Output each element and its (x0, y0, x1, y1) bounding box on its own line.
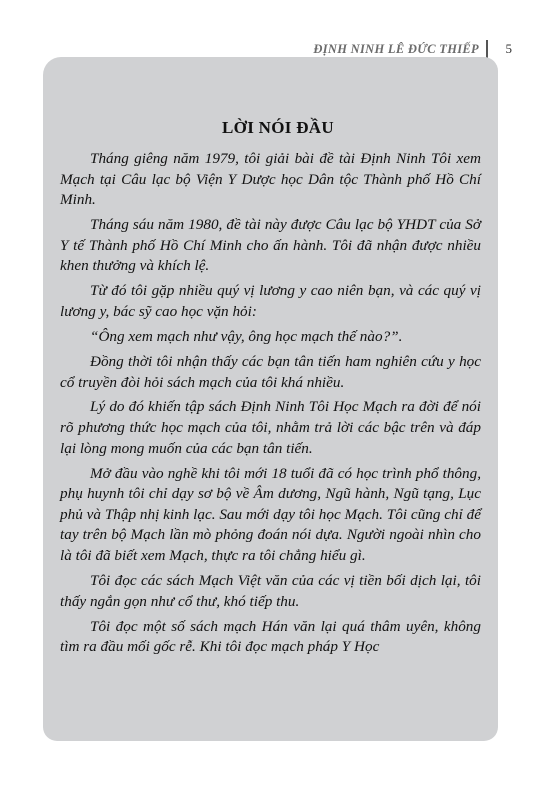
body-text (60, 149, 481, 662)
paragraph: Đồng thời tôi nhận thấy các bạn tân tiến ham nghiên cứu y học cổ truyền đòi hỏi sách mạch của tôi khá nhiều. (60, 352, 481, 391)
paragraph: Tôi đọc các sách Mạch Việt văn của các vị tiền bối dịch lại, tôi thấy ngắn gọn như cổ thư, khó tiếp thu. (60, 572, 481, 610)
paragraph: Tôi đọc một số sách mạch Hán văn lại quá thâm uyên, không tìm ra đầu mối gốc rễ. Khi tôi đọc mạch pháp Y Học (60, 617, 481, 656)
paragraph: Mở đầu vào nghề khi tôi mới 18 tuổi đã có học trình phổ thông, phụ huynh tôi chỉ dạy sơ bộ về Âm dương, Ngũ hành, Ngũ tạng, Lục phủ và Thập nhị kinh lạc. Sau mới dạy tôi học Mạch. Tôi cũng chỉ để tay trên bộ Mạch lần mò phỏng đoán nói dựa. Người ngoài nhìn cho là tôi đã biết xem Mạch, thực ra tôi chẳng hiểu gì. (60, 464, 481, 565)
page-number: 5 (505, 41, 512, 56)
paragraph: “Ông xem mạch như vậy, ông học mạch thế nào?”. (90, 327, 403, 345)
paragraph: Từ đó tôi gặp nhiều quý vị lương y cao niên bạn, và các quý vị lương y, bác sỹ cao học vặn hỏi: (60, 282, 481, 320)
paragraph: Tháng sáu năm 1980, đề tài này được Câu lạc bộ YHDT của Sở Y tế Thành phố Hồ Chí Minh cho ấn hành. Tôi đã nhận được nhiều khen thưởng và khích lệ. (60, 216, 481, 275)
paragraph: Tháng giêng năm 1979, tôi giải bài đề tài Định Ninh Tôi xem Mạch tại Câu lạc bộ Viện Y Dược học Dân tộc Thành phố Hồ Chí Minh. (60, 150, 481, 209)
paragraph: Lý do đó khiến tập sách Định Ninh Tôi Học Mạch ra đời để nói rõ phương thức học mạch của tôi, nhằm trả lời các bậc trên và đáp lại lòng mong muốn của các bạn tân tiến. (60, 398, 481, 457)
section-heading: LỜI NÓI ĐẦU (222, 118, 334, 137)
running-title: ĐỊNH NINH LÊ ĐỨC THIẾP (313, 41, 479, 56)
